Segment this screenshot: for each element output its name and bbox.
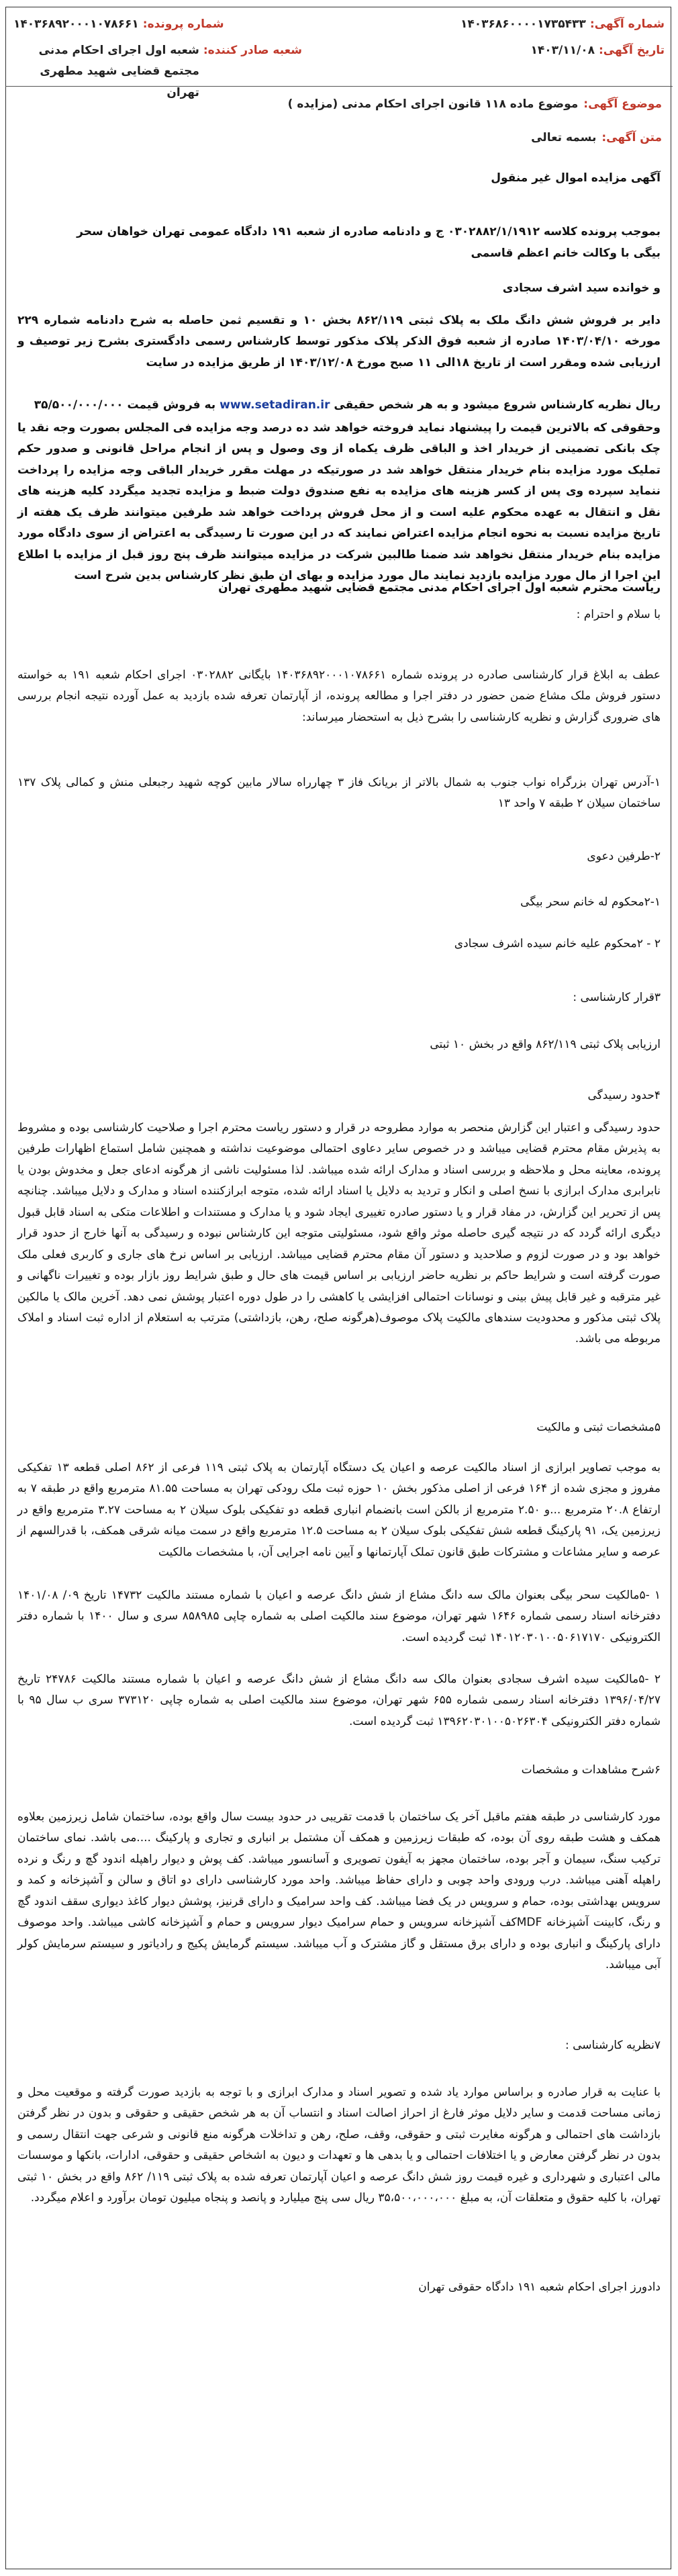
site-line: ریال نظریه کارشناس شروع میشود و به هر شخص حقیقی www.setadiran.ir به فروش قیمت ۳۵/۵۰۰/۰۰۰/۰۰۰	[34, 398, 661, 412]
item-order-heading: ۳قرار کارشناسی :	[573, 991, 661, 1004]
intro-paragraph: دایر بر فروش شش دانگ ملک به پلاک ثبتی ۸۶۲/۱۱۹ بخش ۱۰ و تقسیم ثمن حاصله به شرح دادنامه شماره ۲۲۹ مورخه ۱۴۰۳/۰۴/۱۰ صادره از شعبه فوق الذکر پلاک مذکور توسط کارشناس رسمی دادگستری بشرح زیر توصیف و ارزیابی شده ومقرر است از تاریخ ۱۸الی ۱۱ صبح مورخ ۱۴۰۳/۱۲/۰۸ از طریق مزایده در سایت	[17, 314, 661, 369]
case-number: شماره پرونده: ۱۴۰۳۶۸۹۲۰۰۰۱۰۷۸۶۶۱	[13, 17, 224, 32]
letter-greeting: با سلام و احترام :	[576, 608, 661, 621]
item-order-text: ارزیابی پلاک ثبتی ۸۶۲/۱۱۹ واقع در بخش ۱۰ ثبتی	[430, 1038, 661, 1051]
header-row-1	[13, 13, 665, 36]
intro-paragraph-2: وحقوقی که بالاترین قیمت را پیشنهاد نماید فروخته خواهد شد ده درصد وجه مزایده فی المجلس بصورت وجه نقد یا چک بانکی تضمینی از خریدار اخذ و الباقی ظرف یکماه از وی وصول و پس از انجام مراحل قانونی و صدور حکم تملیک مورد مزایده بنام خریدار منتقل خواهد شد در صورتیکه در مهلت مقرر خریدار الباقی وجه مزایده را پرداخت ننماید سپرده وی پس از کسر هزینه های مزایده به نفع صندوق دولت ضبط و مزایده تجدید میگردد کلیه هزینه های نقل و انتقال به عهده محکوم علیه است و از محل فروش پرداخت خواهد شد طرفین میتوانند ظرف یک هفته از تاریخ مزایده نسبت به نحوه انجام مزایده اعتراض نمایند که در این صورت تا رسیدگی به اعتراض از سوی دادگاه مورد مزایده بنام خریدار منتقل نخواهد شد ضمنا طالبین شرکت در مزایده میتوانند ظرف پنج روز قبل از مزایده با اطلاع این اجرا از مال مورد مزایده بازدید نمایند مال مورد مزایده و بهای ان طبق نظر کارشناس بدین شرح است	[17, 421, 661, 583]
item-registry-text: به موجب تصاویر ابرازی از اسناد مالکیت عرصه و اعیان یک دستگاه آپارتمان به پلاک ثبتی ۱۱۹ فرعی از ۸۶۲ اصلی قطعه ۱۳ تفکیکی مفروز و مجزی شده از ۱۶۴ فرعی از اصلی مذکور بخش ۱۰ حوزه ثبت ملک رودکی تهران به مساحت ۸۱.۵۵ مترمربع واقع در طبقه ۷ به ارتفاع ۲۰.۸ مترمربع ...و ۲.۵۰ مترمربع از بالکن است بانضمام انباری قطعه دو تفکیکی بلوک سیلان ۲ به مساحت ۳.۲۷ مترمربع واقع در زیرزمین یک، ۹۱ پارکینگ قطعه شش تفکیکی بلوک سیلان ۲ به مساحت ۱۲.۵ مترمربع واقع در سمت میانه شرقی همکف، با قدرالسهم از عرصه و سایر مشاعات و مشترکات طبق قانون تملک آپارتمانها و آیین نامه اجرایی آن، با مشخصات مالکیت	[17, 1461, 661, 1559]
intro-line-3: و خوانده سید اشرف سجادی	[502, 281, 661, 295]
signature-line: دادورز اجرای احکام شعبه ۱۹۱ دادگاه حقوقی تهران	[418, 2280, 661, 2294]
notice-title: آگهی مزایده اموال غیر منقول	[491, 171, 661, 185]
item-observations-text: مورد کارشناسی در طبقه هفتم ماقبل آخر یک ساختمان با قدمت تقریبی در حدود بیست سال واقع بوده، ساختمان شامل زیرزمین بعلاوه همکف و هشت طبقه روی آن بوده، که طبقات زیرزمین و همکف آن مشتمل بر انباری و تجاری و پارکینگ ....می باشد. نمای ساختمان ترکیب سنگ، سیمان و آجر بوده، ساختمان مجهز به آیفون تصویری و آسانسور میباشد. کف پوش و دیوار راهپله اندود گچ و رنگ و نرده راهپله آهنی میباشد. درب ورودی واحد چوبی و دارای حفاظ میباشد. واحد مورد کارشناسی دارای دو اتاق و سالن و آشپزخانه و کمد و سرویس بهداشتی بوده، حمام و سرویس در یک فضا میباشد. کف واحد سرامیک و دارای قرنیز، پوشش دیوار کاغذ دیواری سقف اندود گچ و رنگ، کابینت آشپزخانه MDFکف آشپزخانه سرویس و حمام سرامیک دیوار سرویس و حمام و آشپزخانه کاشی میباشد. واحد موصوف دارای پارکینگ و انباری بوده و دارای برق مستقل و گاز مشترک و آب میباشد. سیستم گرمایش پکیج و رادیاتور و سیستم سرمایش کولر آبی میباشد.	[17, 1810, 661, 1972]
item-opinion-heading: ۷نظریه کارشناسی :	[565, 2039, 661, 2052]
header-row-2	[13, 40, 665, 99]
subject-line: موضوع آگهی: موضوع ماده ۱۱۸ قانون اجرای احکام مدنی (مزایده )	[287, 97, 662, 111]
text-line: متن آگهی: بسمه تعالی	[531, 131, 662, 144]
header-divider	[5, 86, 673, 87]
item-plaintiff: ۲-۱محکوم له خانم سحر بیگی	[520, 895, 661, 909]
item-address: ۱-آدرس تهران بزرگراه نواب جنوب به شمال بالاتر از بریانک فاز ۳ چهارراه سالار مابین کوچه شهید رجبعلی منش و کمالی پلاک ۱۳۷ ساختمان سیلان ۲ طبقه ۷ واحد ۱۳	[17, 776, 661, 811]
letter-body: عطف به ابلاغ قرار کارشناسی صادره در پرونده شماره ۱۴۰۳۶۸۹۲۰۰۰۱۰۷۸۶۶۱ بایگانی ۰۳۰۲۸۸۲ اجرای احکام شعبه ۱۹۱ به خواسته دستور فروش ملک مشاع ضمن حضور در دفتر اجرا و مطالعه پرونده، از آپارتمان تعرفه شده بازدید به عمل آورده نتیجه انجام بررسی های ضروری گزارش و نظریه کارشناسی را بشرح ذیل به استحضار میرساند:	[17, 668, 661, 724]
item-registry-heading: ۵مشخصات ثبتی و مالکیت	[536, 1421, 661, 1434]
ad-number: شماره آگهی: ۱۴۰۳۶۸۶۰۰۰۰۱۷۳۵۴۳۳	[461, 17, 665, 32]
item-scope-text: حدود رسیدگی و اعتبار این گزارش منحصر به موارد مطروحه در قرار و دستور ریاست محترم اجرا و صلاحیت کارشناسی بوده و مشروط به پذیرش مقام محترم قضایی میباشد و در خصوص سایر دعاوی احتمالی موضوعیت نداشته و همچنین شامل استماع اظهارات طرفین پرونده، معاینه محل و ملاحظه و بررسی اسناد و مدارک ارائه شده میباشد. لذا مسئولیت ناشی از هرگونه ادعای جعل و مخدوش بودن یا نابرابری مدارک ابرازی با نسخ اصلی و انکار و تردید به دلایل یا اسناد ارائه شده، متوجه ابرازکننده اسناد و مدارک و دلایل میباشد. چنانچه پس از تحریر این گزارش، در مفاد قرار و یا دستور صادره تغییری ایجاد شود و یا مدارک و مستندات و اطلاعات متکی به اسناد قابل قبول دیگری ارائه گردد که در نتیجه گیری حاصله موثر واقع شود، مسئولیتی متوجه این کارشناس نبوده و رسیدگی به آنها خارج از حدود قرار خواهد بود و در صورت لزوم و صلاحدید و دستور آن مقام محترم قضایی میباشد. ارزیابی بر اساس نرخ های جاری و کاربری فعلی ملک صورت گرفته است و شرایط حاکم بر نظریه حاضر ارزیابی بر اساس قیمت های حال و طبق شرایط روز بازار بوده و تغییرات ناگهانی و غیر مترقبه و غیر قابل پیش بینی و نوسانات احتمالی افزایشی یا کاهشی را در طول دوره اعتبار پوشش نمی دهد. آخرین مالک یا مالکین پلاک ثبتی مذکور و محدودیت سندهای مالکیت پلاک موصوف(هرگونه صلح، رهن، بازداشتی) مترتب به استعلام از اداره ثبت اسناد و املاک مربوطه می باشد.	[17, 1121, 661, 1346]
item-opinion-text: با عنایت به قرار صادره و براساس موارد یاد شده و تصویر اسناد و مدارک ابرازی و با توجه به بازدید صورت گرفته و موقعیت محل و زمانی مساحت قدمت و سایر دلایل موثر فارغ از احراز اصالت اسناد و انتساب آن به هر شخص حقیقی و حقوقی و بدون در نظر گرفتن بازداشت های احتمالی و هرگونه مغایرت ثبتی و حقوقی، وقف، صلح، رهن و تداخلات هرگونه منع قانونی و شرعی جهت انتقال رسمی و بدون در نظر گرفتن معارض و یا اختلافات احتمالی و یا بدهی ها و تعهدات و دیون به اشخاص حقیقی و حقوقی، ادارات، بانکها و موسسات مالی اعتباری و شهرداری و غیره قیمت روز شش دانگ عرصه و اعیان آپارتمان تعرفه شده به پلاک ثبتی ۱۱۹/ ۸۶۲ واقع در بخش ۱۰ ثبتی تهران، با کلیه حقوق و متعلقات آن، به مبلغ ۳۵،۵۰۰،۰۰۰،۰۰۰ ریال سی پنج میلیارد و پانصد و پنجاه میلیون تومان برآورد و اعلام میگردد.	[17, 2086, 661, 2205]
item-owner-1: ۱ -۵مالکیت سحر بیگی بعنوان مالک سه دانگ مشاع از شش دانگ عرصه و اعیان با شماره مستند مالکیت ۱۴۷۳۲ تاریخ ۰۹/ ۱۴۰۱/۰۸ دفترخانه اسناد رسمی شماره ۱۶۴۶ شهر تهران، موضوع سند مالکیت اصلی به شماره چاپی ۸۵۸۹۸۵ سری و سال ۱۴۰۰ با شماره دفتر الکترونیکی ۱۴۰۱۲۰۳۰۱۰۰۵۰۶۱۷۱۷۰ ثبت گردیده است.	[17, 1589, 661, 1644]
intro-line-2: بیگی با وکالت خانم اعظم قاسمی	[471, 247, 661, 260]
site-link[interactable]: www.setadiran.ir	[220, 398, 330, 412]
item-defendant: ۲ - ۲محکوم علیه خانم سیده اشرف سجادی	[454, 937, 661, 950]
item-observations-heading: ۶شرح مشاهدات و مشخصات	[521, 1763, 661, 1777]
item-parties-heading: ۲-طرفین دعوی	[587, 850, 661, 863]
item-scope-heading: ۴حدود رسیدگی	[587, 1089, 661, 1102]
issuing-branch: شعبه صادر کننده: شعبه اول اجرای احکام مدنی مجتمع قضایی شهید مطهری تهران	[38, 44, 302, 99]
ad-date: تاریخ آگهی: ۱۴۰۳/۱۱/۰۸	[530, 44, 665, 57]
letter-recipient: ریاست محترم شعبه اول اجرای احکام مدنی مجتمع قضایی شهید مطهری تهران	[218, 581, 661, 594]
intro-line-1: بموجب پرونده کلاسه ۰۳۰۲۸۸۲/۱/۱۹۱۲ ج و دادنامه صادره از شعبه ۱۹۱ دادگاه عمومی تهران خواهان سحر	[77, 225, 661, 238]
item-owner-2: ۲ -۵مالکیت سیده اشرف سجادی بعنوان مالک سه دانگ مشاع از شش دانگ عرصه و اعیان با شماره مستند مالکیت ۲۴۷۸۶ تاریخ ۱۳۹۶/۰۴/۲۷ دفترخانه اسناد رسمی شماره ۶۵۵ شهر تهران، موضوع سند مالکیت اصلی به شماره چاپی ۳۷۳۱۲۰ سری ب سال ۹۵ با شماره دفتر الکترونیکی ۱۳۹۶۲۰۳۰۱۰۰۵۰۲۶۳۰۴ ثبت گردیده است.	[17, 1673, 661, 1728]
